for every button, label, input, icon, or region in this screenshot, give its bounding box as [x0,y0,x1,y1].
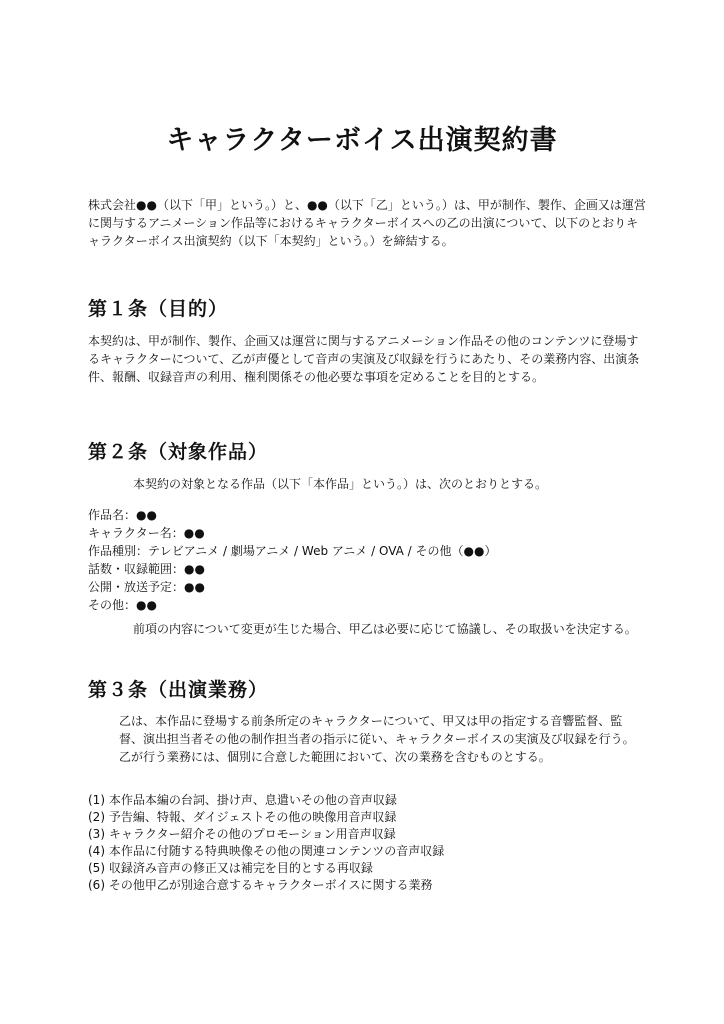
list-item: 作品種別：テレビアニメ / 劇場アニメ / Web アニメ / OVA / その他（●●） [88,544,497,558]
article2-heading: 第２条（対象作品） [88,441,269,463]
document-title: キャラクターボイス出演契約書 [166,125,558,156]
article3-para2: 乙が行う業務には、個別に合意した範囲において、次の業務を含むものとする。 [119,750,551,764]
article1-heading: 第１条（目的） [88,298,229,320]
list-item: その他：●● [88,598,157,612]
article1-body: 本契約は、甲が制作、製作、企画又は運営に関与するアニメーション作品その他のコンテンツに登場するキャラクターについて、乙が声優として音声の実演及び収録を行うにあたり、その業務内容、出演条件、報酬、収録音声の利用、権利関係その他必要な事項を定めることを目的とする。 [88,334,640,384]
intro-paragraph: 株式会社●●（以下「甲」という。）と、●●（以下「乙」という。）は、甲が制作、製作、企画又は運営に関与するアニメーション作品等におけるキャラクターボイスへの乙の出演について、以下のとおりキャラクターボイス出演契約（以下「本契約」という。）を締結する。 [88,198,646,248]
article2-item-list [88,506,496,614]
list-item: (1) 本作品本編の台詞、掛け声、息遣いその他の音声収録 [88,793,397,807]
list-item: (2) 予告編、特報、ダイジェストその他の映像用音声収録 [88,810,397,824]
list-item: キャラクター名：●● [88,526,205,540]
list-item: 話数・収録範囲：●● [88,562,205,576]
article3-para1: 乙は、本作品に登場する前条所定のキャラクターについて、甲又は甲の指定する音響監督、監督、演出担当者その他の制作担当者の指示に従い、キャラクターボイスの実演及び収録を行う。 [119,714,635,746]
list-item: 作品名：●● [88,508,157,522]
article3-duty-list [88,792,444,894]
list-item: 公開・放送予定：●● [88,580,205,594]
article2-lead: 本契約の対象となる作品（以下「本作品」という。）は、次のとおりとする。 [133,477,548,491]
list-item: (6) その他甲乙が別途合意するキャラクターボイスに関する業務 [88,878,433,892]
article3-body [119,712,639,766]
list-item: (3) キャラクター紹介その他のプロモーション用音声収録 [88,827,396,841]
list-item: (5) 収録済み音声の修正又は補完を目的とする再収録 [88,861,373,875]
article3-heading: 第３条（出演業務） [88,679,269,701]
article2-after: 前項の内容について変更が生じた場合、甲乙は必要に応じて協議し、その取扱いを決定する。 [133,622,637,636]
list-item: (4) 本作品に付随する特典映像その他の関連コンテンツの音声収録 [88,844,445,858]
